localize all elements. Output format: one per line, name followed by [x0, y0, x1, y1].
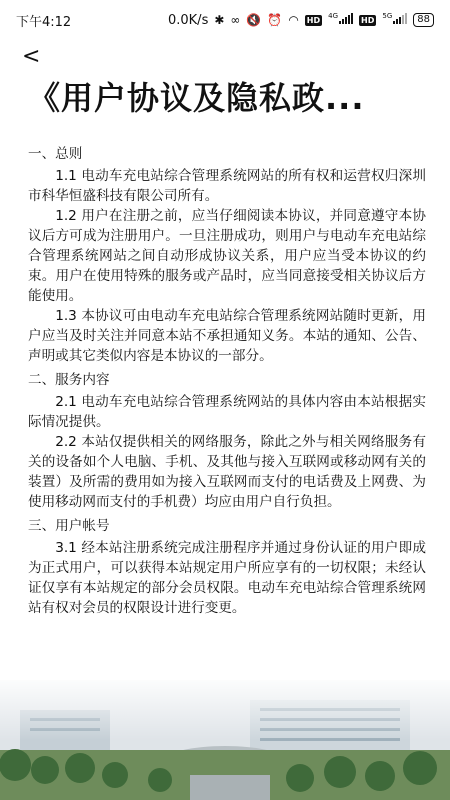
paragraph: 1.1 电动车充电站综合管理系统网站的所有权和运营权归深圳市科华恒盛科技有限公司所有。	[28, 168, 426, 204]
section-heading: 一、总则	[28, 146, 83, 162]
paragraph: 2.1 电动车充电站综合管理系统网站的具体内容由本站根据实际情况提供。	[28, 394, 426, 430]
paragraph: 1.2 用户在注册之前，应当仔细阅读本协议，并同意遵守本协议后方可成为注册用户。一旦注册成功，则用户与电动车充电站综合管理系统网站之间自动形成协议关系，用户应当受本协议的约束。用户在使用特殊的服务或产品时，应当同意接受相关协议后方能使用。	[28, 208, 426, 304]
back-button[interactable]	[22, 46, 40, 68]
hd-icon-2: HD	[361, 15, 375, 25]
agreement-content	[28, 140, 426, 618]
hd-icon: HD	[306, 15, 321, 25]
status-time: 下午4:12	[16, 14, 72, 30]
paragraph: 3.1 经本站注册系统完成注册程序并通过身份认证的用户即成为正式用户，可以获得本站规定用户所应享有的一切权限；未经认证仅享有本站规定的部分会员权限。电动车充电站综合管理系统网站有权对会员的权限设计进行变更。	[28, 540, 426, 616]
battery-icon: 88	[413, 13, 434, 27]
wifi-icon: ◠	[288, 13, 299, 27]
section-heading: 三、用户帐号	[28, 518, 110, 534]
signal-2-icon	[393, 13, 407, 24]
status-icons	[168, 13, 434, 28]
mute-icon: 🔇	[246, 13, 262, 27]
signal-1-icon	[339, 13, 353, 24]
signal-1-label: 4G	[328, 12, 339, 21]
bluetooth-icon: ✱	[214, 13, 225, 27]
page-title: 《用户协议及隐私政...	[28, 79, 365, 117]
status-bar	[0, 0, 450, 40]
alarm-icon: ⏰	[267, 13, 283, 27]
photo-fade-overlay	[0, 680, 450, 740]
chevron-left-icon: <	[22, 44, 41, 69]
signal-2	[382, 13, 407, 28]
link-icon: ∞	[230, 13, 241, 27]
background-photo	[0, 680, 450, 800]
signal-1	[328, 13, 353, 28]
paragraph: 2.2 本站仅提供相关的网络服务，除此之外与相关网络服务有关的设备如个人电脑、手机、及其他与接入互联网或移动网有关的装置）及所需的费用如为接入互联网而支付的电话费及上网费、为使用移动网而支付的手机费）均应由用户自行负担。	[28, 434, 426, 510]
paragraph: 1.3 本协议可由电动车充电站综合管理系统网站随时更新，用户应当及时关注并同意本站不承担通知义务。本站的通知、公告、声明或其它类似内容是本协议的一部分。	[28, 308, 426, 364]
net-speed: 0.0K/s	[167, 12, 209, 28]
section-heading: 二、服务内容	[28, 372, 110, 388]
signal-2-label: 5G	[382, 12, 393, 21]
